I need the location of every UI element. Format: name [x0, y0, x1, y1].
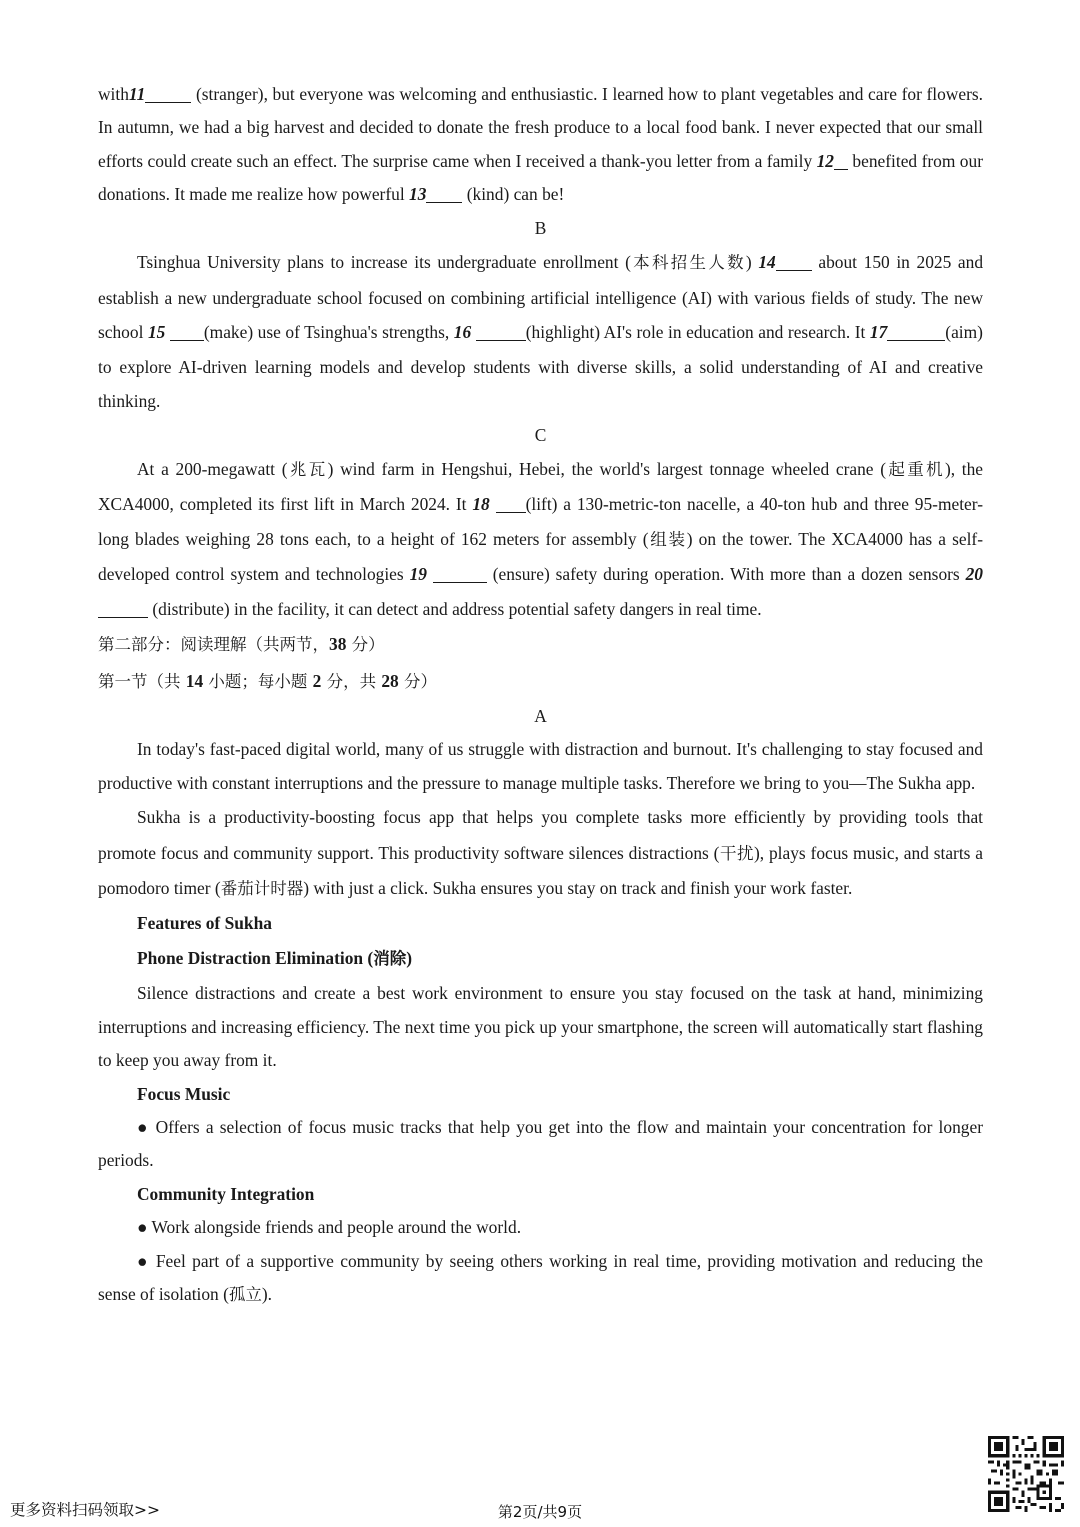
phone-distraction-heading: Phone Distraction Elimination (消除)	[137, 948, 413, 969]
blank-11: 11	[129, 84, 191, 104]
blank-12: 12	[817, 151, 848, 171]
text: with	[98, 84, 129, 104]
part-two-heading: 第二部分：阅读理解（共两节，38 分）	[98, 633, 385, 654]
features-heading: Features of Sukha	[137, 912, 272, 933]
passage-c: At a 200-megawatt (兆瓦) wind farm in Hengshui, Hebei, the world's largest tonnage wheeled crane (起重机), the XCA4000, completed its first lift in March 2024. It 18 (lift) a 130-metric-ton nacelle, a 40-ton hub and three 95-meter-long blades weighing 28 tons each, to a height of 162 meters for assembly (组装) on the tower. The XCA4000 has a self-developed control system and technologies 19 (ensure) safety during operation. With more than a dozen sensors 20 (distribute) in the facility, it can detect and address potential safety dangers in real time.	[98, 458, 984, 619]
blank-20: 20	[98, 564, 983, 618]
page-number: 第2页/共9页	[497, 1503, 583, 1521]
section-heading-a: A	[534, 705, 547, 726]
blank-14: 14	[758, 252, 811, 272]
blank-19: 19	[410, 564, 487, 584]
blank-18: 18	[472, 494, 525, 514]
section-heading-b: B	[534, 217, 547, 238]
focus-music-heading: Focus Music	[137, 1083, 231, 1104]
blank-13: 13	[409, 184, 462, 204]
community-heading: Community Integration	[137, 1183, 315, 1204]
reading-paragraph-2: Sukha is a productivity-boosting focus app that helps you complete tasks more efficiently by providing tools that promote focus and community support. This productivity software silences distractions (干扰), plays focus music, and starts a pomodoro timer (番茄计时器) with just a click. Sukha ensures you stay on track and finish your work faster.	[98, 807, 984, 899]
bullet-supportive-community: ● Feel part of a supportive community by seeing others working in real time, providing motivation and reducing the sense of isolation (孤立).	[98, 1250, 983, 1305]
section-heading-c: C	[534, 424, 547, 445]
reading-paragraph-1: In today's fast-paced digital world, many of us struggle with distraction and burnout. It's challenging to stay focused and productive with constant interruptions and the pressure to manage multiple tasks. Therefore we bring to you—The Sukha app.	[98, 739, 983, 793]
reading-paragraph-3: Silence distractions and create a best work environment to ensure you stay focused on the task at hand, minimizing interruptions and increasing efficiency. The next time you pick up your smartphone, the screen will automatically start flashing to keep you away from it.	[98, 983, 983, 1071]
more-resources-link[interactable]: 更多资料扫码领取>>	[10, 1501, 160, 1519]
bullet-work-alongside: ● Work alongside friends and people around the world.	[137, 1217, 522, 1238]
blank-16: 16	[454, 322, 526, 342]
blank-15: 15	[148, 322, 204, 342]
qr-code-icon[interactable]	[988, 1436, 1064, 1512]
passage-a-continued	[98, 78, 983, 212]
text: (kind) can be!	[462, 184, 565, 205]
section-one-heading: 第一节（共 14 小题；每小题 2 分，共 28 分）	[98, 670, 437, 691]
bullet-focus-music: ● Offers a selection of focus music tracks that help you get into the flow and maintain your concentration for longer periods.	[98, 1117, 983, 1171]
blank-17: 17	[870, 322, 945, 342]
text: benefited from our donations. It made me realize how powerful	[98, 150, 983, 205]
passage-b: Tsinghua University plans to increase its undergraduate enrollment (本科招生人数) 14 about 150 in 2025 and establish a new undergraduate school focused on combining artificial intelligence (AI) with various fields of study. The new school 15 (make) use of Tsinghua's strengths, 16 (highlight) AI's role in education and research. It 17 (aim) to explore AI-driven learning models and develop students with diverse skills, a solid understanding of AI and creative thinking.	[98, 252, 984, 412]
exam-page	[98, 78, 983, 1311]
text: (stranger), but everyone was welcoming and enthusiastic. I learned how to plant vegetables and care for flowers. In autumn, we had a big harvest and decided to donate the fresh produce to a local food bank. I never expected that our small efforts could create such an effect. The surprise came when I received a thank-you letter from a family	[98, 84, 983, 171]
